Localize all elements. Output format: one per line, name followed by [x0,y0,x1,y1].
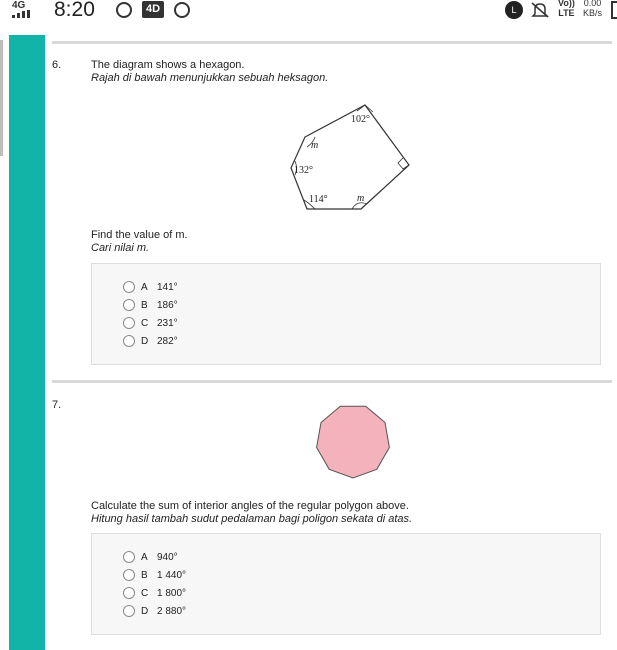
whatsapp-icon [116,2,132,18]
question-number: 7. [52,399,62,411]
question-prompt-malay: Hitung hasil tambah sudut pedalaman bagi poligon sekata di atas. [91,513,413,525]
angle-label-left: 132° [294,165,313,176]
clock: 8:20 [54,0,95,21]
option-letter: B [141,569,148,581]
alarm-icon: L [505,1,523,19]
option-a[interactable] [123,550,178,564]
option-letter: D [141,605,149,617]
question-intro-malay: Rajah di bawah menunjukkan sebuah heksagon. [91,72,329,84]
radio-button[interactable] [123,317,135,329]
option-d[interactable] [123,604,186,618]
radio-button[interactable] [123,605,135,617]
angle-label-m-upper: m [311,140,319,151]
radio-button[interactable] [123,335,135,347]
option-letter: C [141,317,149,329]
option-b[interactable] [123,298,178,312]
mute-icon [531,2,549,18]
app-badge: 4D [142,1,164,18]
speed-value: 0.00 [583,0,602,8]
angle-label-top: 102° [351,114,370,125]
option-b[interactable] [123,568,186,582]
question-prompt: Calculate the sum of interior angles of the regular polygon above. [91,500,409,512]
network-speed [583,0,602,18]
angle-label-bottom-left: 114° [309,194,328,205]
question-divider [52,41,612,44]
option-d[interactable] [123,334,178,348]
side-accent-bar [9,35,45,650]
option-letter: C [141,587,149,599]
volte-bottom: LTE [558,8,575,18]
radio-button[interactable] [123,569,135,581]
status-bar [0,0,617,22]
option-value: 282° [157,335,178,347]
hexagon-diagram [285,103,421,215]
option-c[interactable] [123,586,186,600]
signal-icon [12,10,40,18]
option-value: 141° [157,281,178,293]
option-c[interactable] [123,316,178,330]
option-value: 1 800° [157,587,187,599]
answer-options [91,533,601,635]
question-prompt-malay: Cari nilai m. [91,242,150,254]
option-value: 186° [157,299,178,311]
question-intro: The diagram shows a hexagon. [91,59,245,71]
radio-button[interactable] [123,551,135,563]
answer-options [91,263,601,365]
question-prompt: Find the value of m. [91,229,188,241]
question-divider [52,380,612,383]
option-value: 940° [157,551,178,563]
nonagon-diagram [312,403,394,479]
scroll-indicator [0,40,3,156]
speed-unit: KB/s [583,8,603,18]
whatsapp-business-icon [174,2,190,18]
option-value: 1 440° [157,569,187,581]
option-value: 231° [157,317,178,329]
option-a[interactable] [123,280,178,294]
option-letter: A [141,551,148,563]
option-letter: A [141,281,148,293]
radio-button[interactable] [123,299,135,311]
option-value: 2 880° [157,605,187,617]
radio-button[interactable] [123,281,135,293]
volte-top: Vo)) [558,0,575,8]
option-letter: D [141,335,149,347]
angle-label-m-lower: m [357,193,365,204]
battery-icon [611,1,617,19]
radio-button[interactable] [123,587,135,599]
question-number: 6. [52,59,62,71]
nonagon-shape [317,406,390,478]
network-type: 4G [12,0,26,11]
volte-indicator [558,0,575,18]
option-letter: B [141,299,148,311]
